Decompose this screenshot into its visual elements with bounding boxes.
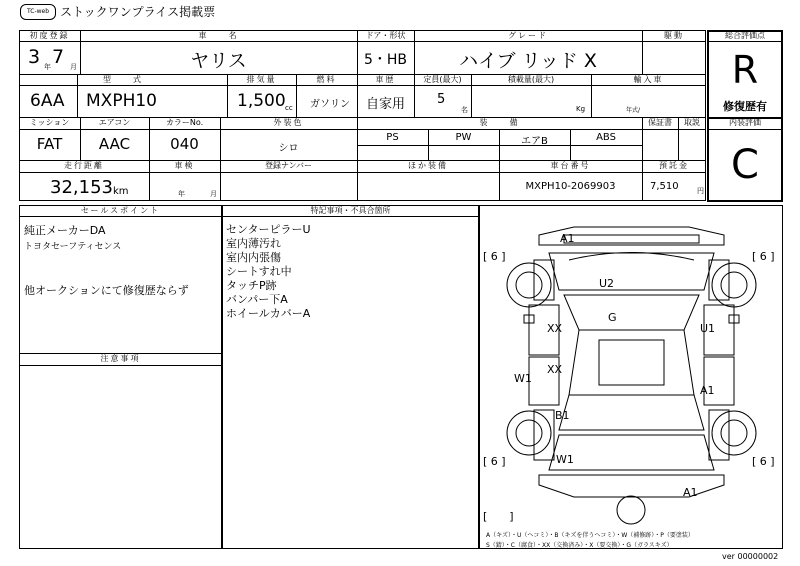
exterior-color: シロ	[278, 143, 299, 154]
special-note-item: シートすれ中	[226, 265, 292, 278]
special-note-item: バンパー下A	[226, 293, 288, 306]
interior-grade: C	[731, 142, 759, 188]
damage-mark: U2	[599, 277, 615, 290]
other-equipment-label: ほか装備	[408, 161, 448, 170]
sales-point-item: トヨタセーフティセンス	[24, 242, 122, 252]
doors-type: 5・HB	[363, 52, 408, 68]
special-note-item: 室内内張傷	[226, 251, 281, 264]
manual-label: 取説	[684, 118, 700, 127]
damage-mark: A1	[560, 232, 575, 245]
capacity: 5	[437, 92, 446, 107]
damage-mark: A1	[683, 486, 698, 499]
fuel: ガソリン	[310, 99, 350, 110]
plate-label: 登録ナンバー	[264, 161, 313, 170]
special-note-item: センターピラーU	[226, 223, 311, 236]
fuel-label: 燃料	[316, 75, 337, 84]
inspection-label: 車検	[174, 161, 195, 170]
grade-label: グレード	[508, 31, 548, 40]
legend-line: S（錆）・C（腐食）・XX（交換済み）・X（要交換）・G（ガラスキズ）	[486, 542, 673, 549]
tire-label: [ 6 ]	[483, 250, 506, 263]
mission: FAT	[36, 135, 63, 153]
damage-mark: G	[608, 311, 617, 324]
equipment-item: エアB	[521, 136, 548, 147]
import-label: 輸入車	[633, 75, 664, 84]
damage-mark: XX	[547, 363, 563, 376]
chassis-no: MXPH10-2069903	[525, 181, 616, 192]
grade-value: ハイブ リッド X	[459, 50, 597, 72]
first-reg-label: 初度登録	[29, 31, 70, 40]
equipment-item: PW	[455, 132, 472, 143]
mission-label: ミッション	[29, 118, 70, 127]
overall-label: 総合評価点	[725, 31, 765, 40]
capacity-label: 定員(最大)	[423, 75, 462, 84]
model: MXPH10	[86, 91, 157, 111]
special-note-item: タッチP跡	[226, 279, 277, 292]
chassis-no-label: 車台番号	[550, 161, 591, 170]
damage-mark: W1	[514, 372, 532, 385]
version-label: ver 00000002	[722, 552, 779, 561]
damage-mark: XX	[547, 322, 563, 335]
aircon: AAC	[98, 135, 131, 153]
damage-mark: U1	[700, 322, 716, 335]
equipment-label: 装 備	[479, 118, 520, 127]
interior-label: 内装評価	[729, 118, 761, 127]
sales-point-box	[19, 205, 222, 549]
drive-label: 駆動	[664, 31, 684, 40]
tire-label: [ 6 ]	[752, 455, 775, 468]
color-no: 040	[170, 135, 199, 153]
mileage-label: 走行距離	[64, 161, 104, 170]
damage-mark: W1	[556, 453, 574, 466]
price-label: 預託金	[659, 161, 689, 170]
overall-grade: R	[731, 48, 759, 92]
warranty-label: 保証書	[648, 118, 672, 127]
spare-bracket: [ ]	[483, 510, 514, 523]
logo: TC-web	[20, 4, 56, 20]
page-title: ストックワンプライス掲載票	[60, 5, 216, 19]
sales-point-item: 純正メーカーDA	[24, 224, 106, 237]
car-name-label: 車 名	[198, 31, 239, 40]
price: 7,510	[650, 181, 679, 192]
equipment-item: ABS	[596, 132, 616, 143]
mileage: 32,153	[50, 177, 113, 198]
sales-point-label: セールスポイント	[80, 206, 161, 215]
special-note-item: ホイールカバーA	[226, 307, 311, 320]
aircon-label: エアコン	[98, 118, 131, 127]
first-reg-month: 7	[52, 46, 65, 68]
doors-type-label: ドア・形状	[365, 31, 406, 40]
equipment-item: PS	[386, 132, 399, 143]
tire-label: [ 6 ]	[483, 455, 506, 468]
damage-mark: B1	[555, 409, 570, 422]
exterior-color-label: 外装色	[273, 118, 304, 127]
model-label: 型 式	[103, 75, 143, 84]
displacement-label: 排気量	[246, 75, 277, 84]
special-note-item: 室内薄汚れ	[226, 237, 281, 250]
tire-label: [ 6 ]	[752, 250, 775, 263]
cautions-label: 注意事項	[100, 354, 141, 363]
overall-note: 修復歴有	[723, 100, 767, 113]
legend-line: A（キズ）・U（ヘコミ）・B（キズを伴うヘコミ）・W（補修跡）・P（要塗装）	[486, 532, 694, 539]
damage-mark: A1	[700, 384, 715, 397]
load-label: 積載量(最大)	[507, 75, 555, 84]
history: 自家用	[366, 97, 406, 112]
special-notes-label: 特記事項・不具合箇所	[310, 206, 391, 215]
color-no-label: カラーNo.	[165, 118, 204, 127]
history-label: 車歴	[375, 75, 396, 84]
model-code: 6AA	[30, 91, 65, 111]
first-reg-year: 3	[28, 46, 41, 68]
sales-point-item: 他オークションにて修復歴ならず	[24, 284, 189, 297]
car-name: ヤリス	[190, 50, 247, 72]
displacement: 1,500	[237, 91, 286, 111]
